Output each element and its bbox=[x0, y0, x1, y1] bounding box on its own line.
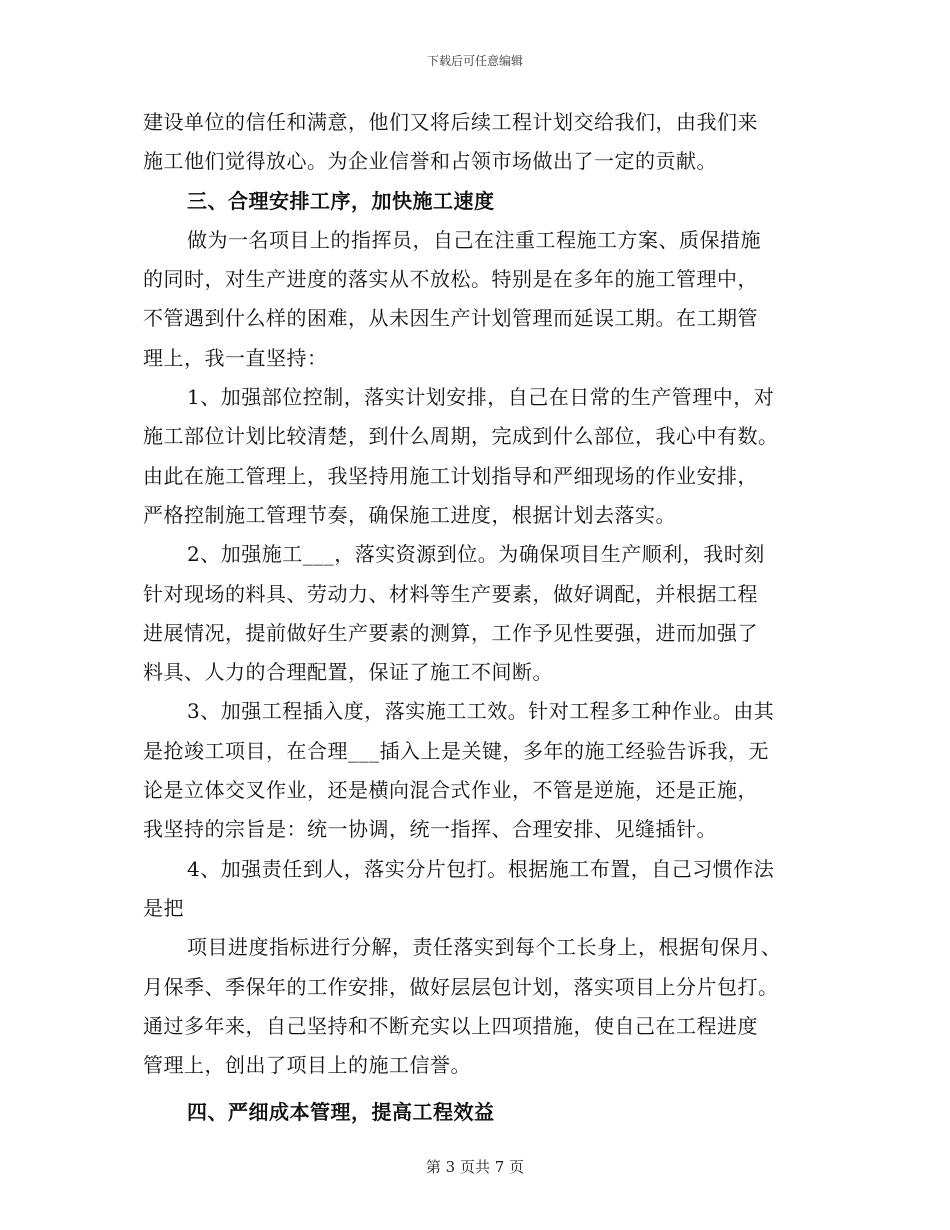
body-line: 是把 bbox=[143, 895, 184, 920]
section-heading: 四、严细成本管理，提高工程效益 bbox=[187, 1100, 495, 1125]
page-header-note: 下载后可任意编辑 bbox=[426, 54, 523, 68]
body-line: 是抢竣工项目，在合理___插入上是关键，多年的施工经验告诉我，无 bbox=[143, 738, 769, 763]
body-line: 严格控制施工管理节奏，确保施工进度，根据计划去落实。 bbox=[143, 502, 676, 527]
body-line: 理上，我一直坚持： bbox=[143, 345, 328, 370]
body-line: 通过多年来，自己坚持和不断充实以上四项措施，使自己在工程进度 bbox=[143, 1013, 758, 1038]
body-line: 施工部位计划比较清楚，到什么周期，完成到什么部位，我心中有数。 bbox=[143, 424, 779, 449]
document-body bbox=[143, 103, 811, 1133]
body-line: 3、加强工程插入度，落实施工工效。针对工程多工种作业。由其 bbox=[187, 699, 775, 724]
body-line: 2、加强施工___，落实资源到位。为确保项目生产顺利，我时刻 bbox=[187, 542, 765, 567]
body-line: 料具、人力的合理配置，保证了施工不间断。 bbox=[143, 660, 553, 685]
body-line: 进展情况，提前做好生产要素的测算，工作予见性要强，进而加强了 bbox=[143, 620, 758, 645]
body-line: 的同时，对生产进度的落实从不放松。特别是在多年的施工管理中， bbox=[143, 267, 758, 292]
body-line: 不管遇到什么样的困难，从未因生产计划管理而延误工期。在工期管 bbox=[143, 306, 758, 331]
body-line: 针对现场的料具、劳动力、材料等生产要素，做好调配，并根据工程 bbox=[143, 581, 758, 606]
body-line: 项目进度指标进行分解，责任落实到每个工长身上，根据旬保月、 bbox=[187, 935, 782, 960]
body-line: 月保季、季保年的工作安排，做好层层包计划，落实项目上分片包打。 bbox=[143, 974, 779, 999]
body-line: 1、加强部位控制，落实计划安排，自己在日常的生产管理中，对 bbox=[187, 385, 775, 410]
body-line: 由此在施工管理上，我坚持用施工计划指导和严细现场的作业安排， bbox=[143, 463, 758, 488]
body-line: 我坚持的宗旨是：统一协调，统一指挥、合理安排、见缝插针。 bbox=[143, 817, 717, 842]
body-line: 建设单位的信任和满意，他们又将后续工程计划交给我们，由我们来 bbox=[143, 110, 758, 134]
body-line: 论是立体交叉作业，还是横向混合式作业，不管是逆施，还是正施， bbox=[143, 778, 758, 803]
body-line: 施工他们觉得放心。为企业信誉和占领市场做出了一定的贡献。 bbox=[143, 149, 717, 174]
section-heading: 三、合理安排工序，加快施工速度 bbox=[187, 188, 495, 213]
paragraph-gap bbox=[143, 1085, 811, 1093]
body-line: 做为一名项目上的指挥员，自己在注重工程施工方案、质保措施 bbox=[187, 227, 761, 252]
body-line: 管理上，创出了项目上的施工信誉。 bbox=[143, 1053, 471, 1078]
page-number: 第 3 页共 7 页 bbox=[425, 1158, 525, 1176]
body-line: 4、加强责任到人，落实分片包打。根据施工布置，自己习惯作法 bbox=[187, 856, 775, 881]
